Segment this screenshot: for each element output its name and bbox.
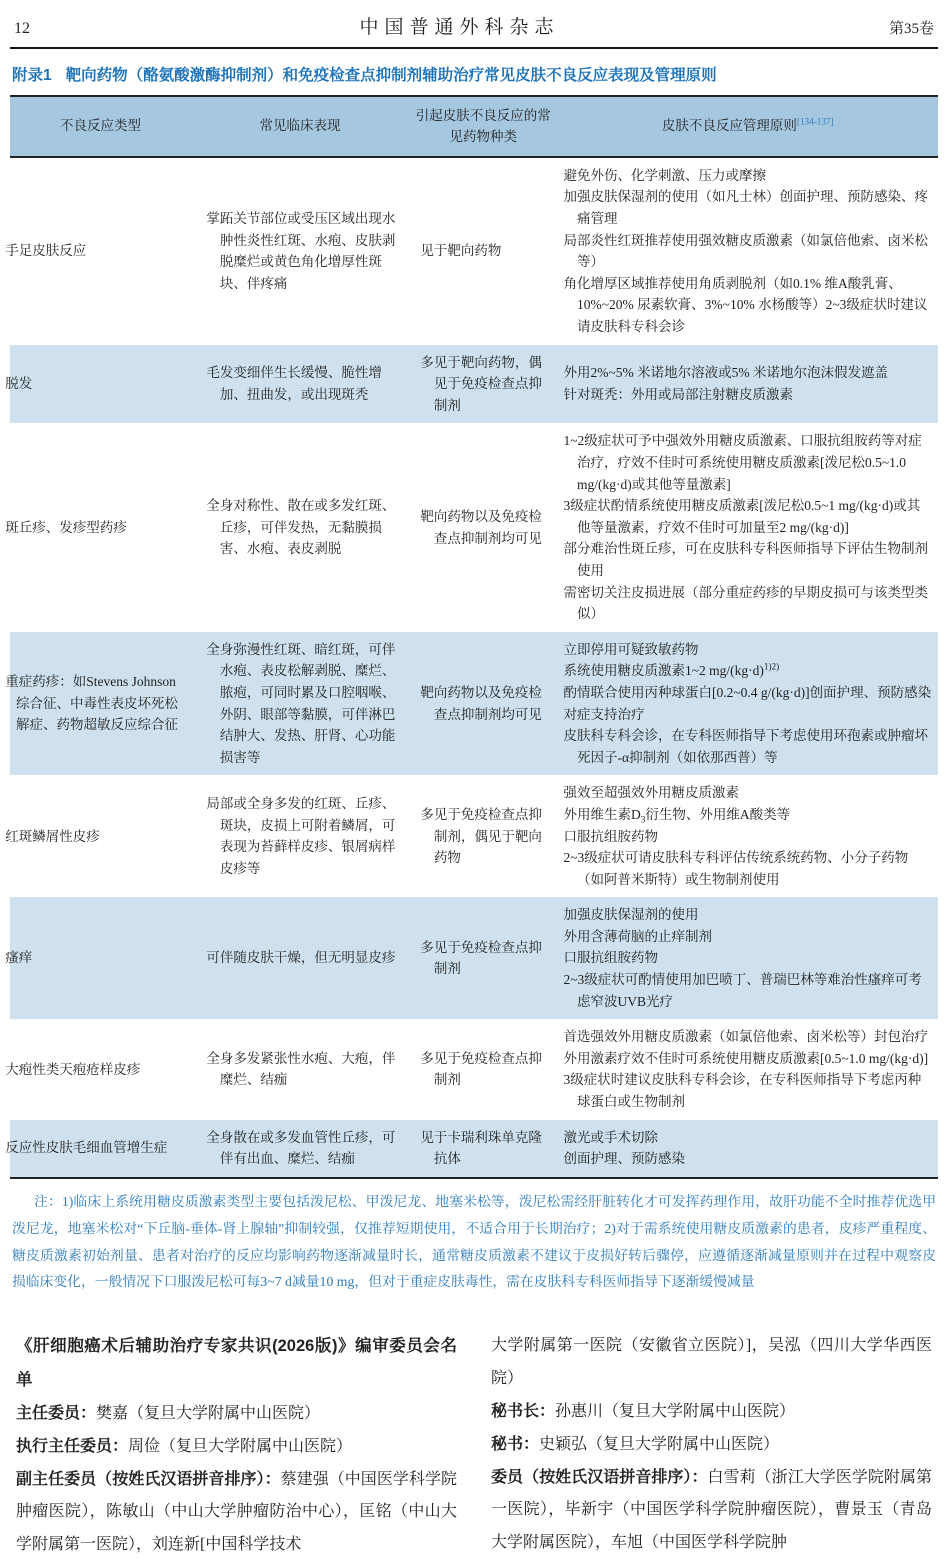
cell-drug-category: 靶向药物以及免疫检查点抑制剂均可见 [420,684,542,722]
table-row [10,1019,938,1119]
appendix-label: 附录1 [12,67,52,84]
management-line: 对症支持治疗 [563,706,645,722]
committee-role-label: 秘书长： [491,1402,556,1420]
cell-reaction-type: 脱发 [5,376,33,392]
cell-clinical-presentation: 局部或全身多发的红斑、丘疹、斑块，皮损上可附着鳞屑，可表现为苔藓样皮疹、银屑病样皮疹等 [206,796,396,876]
committee-column-left [16,1330,457,1562]
committee-names: 白雪莉（浙江大学医学院附属第一医院），毕新宇（中国医学科学院肿瘤医院），曹景玉（青岛大学附属医院），车旭（中国医学科学院肿 [491,1468,932,1552]
management-line: 系统使用糖皮质激素1~2 $mg/(kg\cdot d)^{1)2)}$ [563,661,780,679]
cell-clinical-presentation: 可伴随皮肤干燥，但无明显皮疹 [206,950,396,966]
cell-management-principles [558,1019,939,1119]
committee-paragraph [491,1396,932,1429]
cell-reaction-type: 瘙痒 [5,950,33,966]
committee-paragraph [491,1462,932,1560]
column-header-1: 常见临床表现 [191,96,409,157]
cell-management-principles [558,775,939,897]
table-row [10,632,938,776]
management-line: 外用维生素$D_3$衍生物、外用维A酸类等 [563,806,791,825]
cell-clinical-presentation: 掌跖关节部位或受压区域出现水肿性炎性红斑、水疱、皮肤剥脱糜烂或黄色角化增厚性斑块、伴疼痛 [206,211,396,291]
cell-management-principles [558,897,939,1019]
management-line: 外用2%~5% 米诺地尔溶液或5% 米诺地尔泡沫假发遮盖 [563,365,889,381]
management-line: 立即停用可疑致敏药物 [563,641,699,657]
cell-management-principles [558,423,939,631]
column-header-2: 引起皮肤不良反应的常见药物种类 [409,96,557,157]
committee-role-label: 副主任委员（按姓氏汉语拼音排序）： [16,1470,281,1488]
cell-reaction-type: 红斑鳞屑性皮疹 [5,828,100,844]
committee-paragraph [16,1464,457,1562]
table-row [10,423,938,631]
management-line: 角化增厚区域推荐使用角质剥脱剂（如0.1% 维A酸乳膏、10%~20% 尿素软膏、3%~10% 水杨酸等）2~3级症状时建议请皮肤科专科会诊 [563,275,928,335]
management-line: 加强皮肤保湿剂的使用 [563,907,699,923]
committee-paragraph [16,1330,457,1398]
appendix-title-text: 靶向药物（酪氨酸激酶抑制剂）和免疫检查点抑制剂辅助治疗常见皮肤不良反应表现及管理原则 [65,67,717,84]
table-note: 注：1)临床上系统用糖皮质激素类型主要包括泼尼松、甲泼尼龙、地塞米松等，泼尼松需经肝脏转化才可发挥药理作用，故肝功能不全时推荐优选甲泼尼龙，地塞米松对“下丘脑-垂体-肾上腺轴”抑制较强，仅推荐短期使用，不适合用于长期治疗；2)对于需系统使用糖皮质激素的患者，皮疹严重程度、糖皮质激素初始剂量、患者对治疗的反应均影响药物逐渐减量时长，通常糖皮质激素不建议于皮损好转后骤停，应遵循逐渐减量原则并在过程中观察皮损临床变化，一般情况下口服泼尼松可每3~7 d减量10 mg，但对于重症皮肤毒性，需在皮肤科专科医师指导下逐渐缓慢减量 [12,1193,936,1290]
committee-paragraph [491,1330,932,1396]
committee-names: 孙惠川（复旦大学附属中山医院） [555,1402,796,1420]
table-row [10,775,938,897]
adverse-reactions-table [5,95,938,1179]
committee-names: 蔡建强（中国医学科学院肿瘤医院），陈敏山（中山大学肿瘤防治中心），匡铭（中山大学附属第一医院），刘连新[中国科学技术 [16,1470,457,1554]
cell-drug-category: 靶向药物以及免疫检查点抑制剂均可见 [420,508,542,546]
cell-clinical-presentation: 全身散在或多发血管性丘疹，可伴有出血、糜烂、结痂 [206,1129,396,1167]
management-line: 3级症状时建议皮肤科专科会诊，在专科医师指导下考虑丙种球蛋白或生物制剂 [563,1072,922,1110]
committee-role-label: 主任委员： [16,1405,97,1422]
committee-role-label: 委员（按姓氏汉语拼音排序）： [491,1468,708,1486]
cell-clinical-presentation: 全身多发紧张性水疱、大疱，伴糜烂、结痂 [206,1050,396,1088]
cell-management-principles [558,632,939,776]
committee-role-label: 执行主任委员： [16,1437,129,1455]
committee-names: 樊嘉（复旦大学附属中山医院） [96,1405,321,1422]
management-line: 局部炎性红斑推荐使用强效糖皮质激素（如氯倍他索、卤米松等） [563,232,928,270]
management-line: 首选强效外用糖皮质激素（如氯倍他索、卤米松等）封包治疗 [563,1029,928,1045]
management-line: 创面护理、预防感染 [563,1151,685,1167]
management-line: 2~3级症状可酌情使用加巴喷丁、普瑞巴林等难治性瘙痒可考虑窄波UVB光疗 [563,972,922,1009]
cell-reaction-type: 反应性皮肤毛细血管增生症 [5,1140,168,1156]
cell-management-principles [558,345,939,424]
committee-names: 史颖弘（复旦大学附属中山医院） [539,1435,780,1453]
management-line: 皮肤科专科会诊，在专科医师指导下考虑使用环孢素或肿瘤坏死因子-α抑制剂（如依那西普）等 [563,728,928,765]
committee-paragraph [16,1431,457,1464]
cell-clinical-presentation: 全身对称性、散在或多发红斑、丘疹，可伴发热，无黏膜损害、水疱、表皮剥脱 [206,498,396,557]
management-line: 1~2级症状可予中强效外用糖皮质激素、口服抗组胺药等对症治疗，疗效不佳时可系统使用糖皮质激素[泼尼松0.5~1.0 mg/(kg·d)或其他等量激素] [563,433,922,492]
management-line: 口服抗组胺药物 [563,828,658,844]
cell-reaction-type: 斑丘疹、发疹型药疹 [5,519,127,535]
committee-column-right [491,1330,932,1562]
cell-clinical-presentation: 毛发变细伴生长缓慢、脆性增加、扭曲发，或出现斑秃 [206,365,382,403]
table-header-row [10,96,938,157]
table-row [10,897,938,1019]
management-line: 激光或手术切除 [563,1129,658,1145]
cell-management-principles [558,157,939,345]
column-header-0: 不良反应类型 [10,96,191,157]
cell-management-principles [558,1120,939,1178]
cell-drug-category: 多见于免疫检查点抑制剂 [420,939,542,977]
committee-role-label: 秘书： [491,1435,540,1453]
cell-drug-category: 见于靶向药物 [420,243,502,259]
management-line: 外用含薄荷脑的止痒制剂 [563,928,712,944]
management-line: 部分难治性斑丘疹，可在皮肤科专科医师指导下评估生物制剂使用 [563,541,928,578]
cell-drug-category: 多见于免疫检查点抑制剂 [420,1050,542,1088]
committee-names: 周俭（复旦大学附属中山医院） [128,1437,353,1455]
committee-paragraph [491,1429,932,1462]
management-line: 强效至超强效外用糖皮质激素 [563,785,739,801]
management-line: 外用激素疗效不佳时可系统使用糖皮质激素[0.5~1.0 mg/(kg·d)] [563,1050,929,1066]
running-header [10,8,938,49]
page-number: 12 [14,20,30,37]
cell-drug-category: 多见于靶向药物，偶见于免疫检查点抑制剂 [420,354,542,413]
committee-paragraph [16,1398,457,1431]
volume-label: 第35卷 [888,21,934,37]
table-row [10,157,938,345]
cell-drug-category: 多见于免疫检查点抑制剂，偶见于靶向药物 [420,806,542,866]
cell-drug-category: 见于卡瑞利珠单克隆抗体 [420,1129,542,1167]
column-header-3: 皮肤不良反应管理原则[134-137] [558,96,939,157]
management-line: 加强皮肤保湿剂的使用（如凡士林）创面护理、预防感染、疼痛管理 [563,189,928,227]
management-line: 需密切关注皮损进展（部分重症药疹的早期皮损可与该类型类似） [563,584,928,622]
cell-reaction-type: 大疱性类天疱疮样皮疹 [5,1061,141,1077]
management-line: 口服抗组胺药物 [563,950,658,966]
management-line: 针对斑秃：外用或局部注射糖皮质激素 [563,387,793,403]
cell-clinical-presentation: 全身弥漫性红斑、暗红斑，可伴水疱、表皮松解剥脱、糜烂、脓疱，可同时累及口腔咽喉、外阴、眼部等黏膜，可伴淋巴结肿大、发热、肝肾、心功能损害等 [206,641,396,765]
table-row [10,1120,938,1178]
committee-names: 大学附属第一医院（安徽省立医院）]，吴泓（四川大学华西医院） [491,1337,932,1388]
journal-title: 中国普通外科杂志 [359,17,560,38]
appendix-title [12,65,936,87]
management-line: 3级症状酌情系统使用糖皮质激素[泼尼松0.5~1 mg/(kg·d)或其他等量激素，疗效不佳时可加量至2 mg/(kg·d)] [563,498,921,535]
management-line: 避免外伤、化学刺激、压力或摩擦 [563,167,766,183]
management-line: 2~3级症状可请皮肤科专科评估传统系统药物、小分子药物（如阿普米斯特）或生物制剂使用 [563,850,909,887]
management-line: 酌情联合使用丙种球蛋白[0.2~0.4 g/(kg·d)]创面护理、预防感染 [563,684,932,700]
table-row [10,345,938,424]
cell-reaction-type: 重症药疹：如Stevens Johnson综合征、中毒性表皮坏死松解症、药物超敏反应综合征 [5,674,178,733]
committee-role-label: 《肝细胞癌术后辅助治疗专家共识(2026版)》编审委员会名单 [16,1337,457,1390]
cell-reaction-type: 手足皮肤反应 [5,243,87,259]
committee-section [16,1330,932,1562]
